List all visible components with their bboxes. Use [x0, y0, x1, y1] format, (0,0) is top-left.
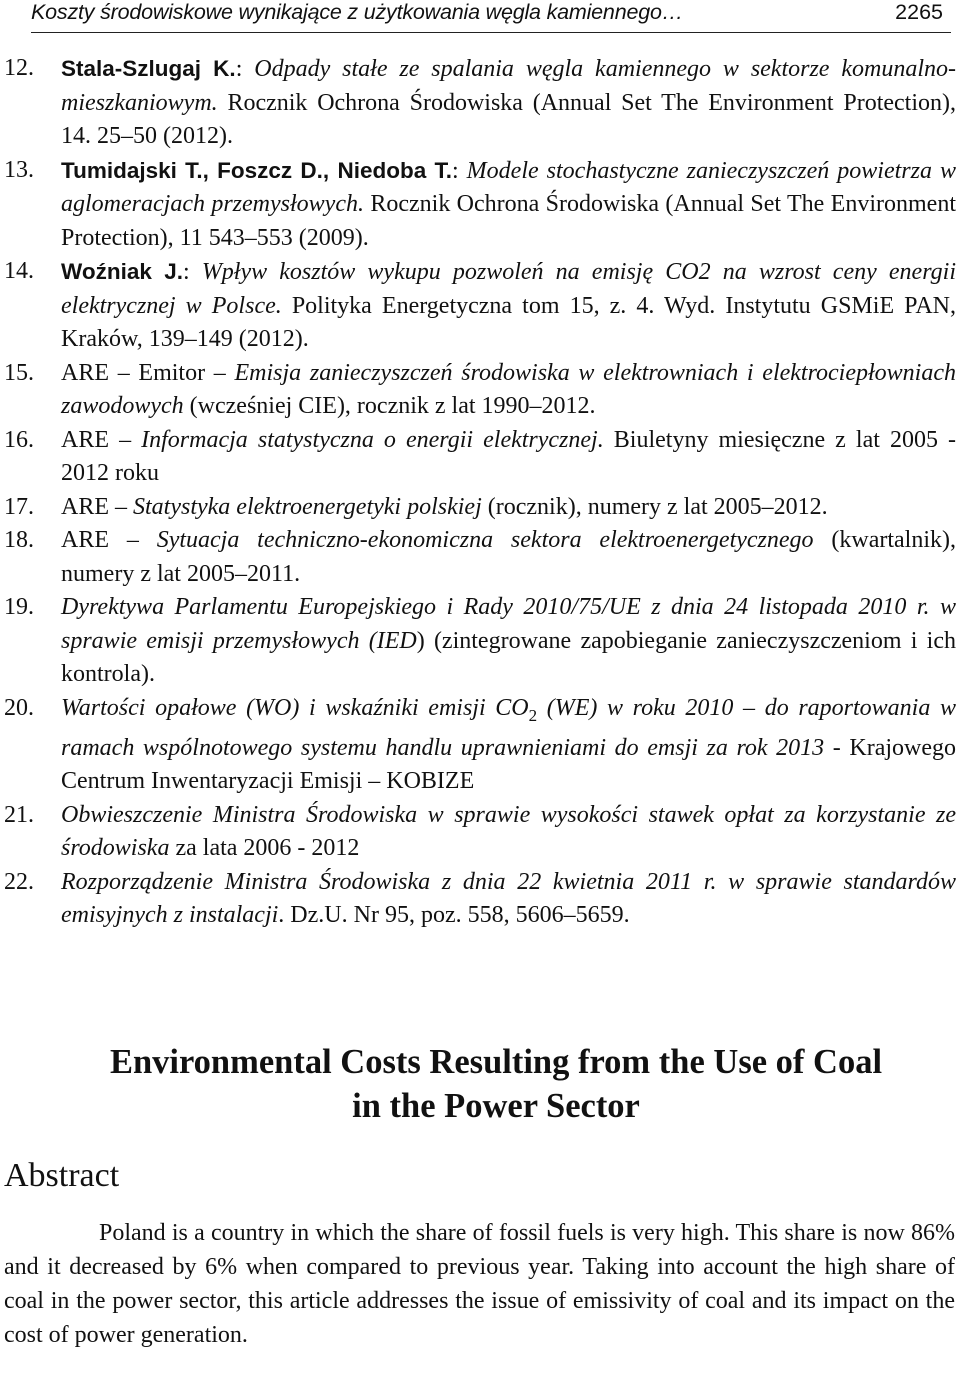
running-header [31, 0, 951, 33]
reference-item [4, 866, 956, 933]
reference-item [4, 799, 956, 866]
reference-item [4, 424, 956, 491]
reference-number: 18. [4, 527, 34, 553]
reference-text: ARE – [61, 493, 133, 520]
reference-text: (wcześniej CIE), rocznik z lat 1990–2012. [183, 393, 596, 419]
reference-text: ARE – [61, 426, 142, 453]
reference-item [4, 154, 956, 256]
reference-number: 19. [4, 594, 34, 620]
reference-number: 15. [4, 359, 34, 386]
reference-text: 2 [528, 705, 538, 725]
reference-title: Sytuacja techniczno-ekonomiczna sektora elektroenergetycznego [156, 527, 814, 553]
reference-number: 14. [4, 258, 34, 284]
reference-text: ARE – Emitor – [61, 359, 235, 386]
reference-text: Rocznik Ochrona Środowiska (Annual Set The Environment Protection), 11 543–553 (2009). [61, 191, 956, 251]
english-title-line-1: Environmental Costs Resulting from the Use of Coal [109, 1043, 883, 1081]
reference-text: (rocznik), numery z lat 2005–2012. [481, 493, 828, 520]
reference-text: (kwartalnik), numery z lat 2005–2011. [61, 527, 957, 587]
running-title: Koszty środowiskowe wynikające z użytkowania węgla kamiennego… [31, 0, 684, 24]
reference-title: Wpływ kosztów wykupu pozwoleń na emisję CO2 na wzrost ceny energii elektrycznej w Polsce. [61, 259, 956, 319]
reference-number: 12. [4, 55, 34, 81]
reference-number: 17. [4, 493, 34, 520]
page-number: 2265 [895, 0, 943, 24]
reference-title: Statystyka elektroenergetyki polskiej [133, 493, 482, 520]
reference-text: ARE – [61, 527, 157, 553]
abstract-text: Poland is a country in which the share of fossil fuels is very high. This share is now 86% and it decreased by 6% when compared to previous year. Taking into account the high share of coal in the power sector, this article addresses the issue of emissivity of coal and its impact on the cost of power generation. [4, 1220, 955, 1348]
reference-title: Obwieszczenie Ministra Środowiska w sprawie wysokości stawek opłat za korzystanie ze środowiska [61, 801, 956, 862]
reference-title: Odpady stałe ze spalania węgla kamiennego w sektorze komunalno-mieszkaniowym. [61, 56, 957, 116]
english-title [0, 1040, 960, 1128]
reference-text: : [451, 157, 467, 184]
abstract-heading: Abstract [4, 1157, 120, 1194]
reference-text: : [183, 259, 202, 285]
reference-item [4, 52, 956, 154]
english-title-line-2: in the Power Sector [352, 1087, 640, 1125]
reference-title: (WE) w roku 2010 – do raportowania w ramach wspólnotowego systemu handlu uprawnieniami do emsji za rok 2013 [61, 694, 957, 761]
reference-item [4, 692, 956, 799]
reference-item [4, 357, 956, 424]
reference-title: Dyrektywa Parlamentu Europejskiego i Rady 2010/75/UE z dnia 24 listopada 2010 r. w sprawie emisji przemysłowych (IED [61, 594, 956, 654]
reference-number: 16. [4, 426, 34, 453]
reference-text: - Krajowego Centrum Inwentaryzacji Emisji – KOBIZE [61, 734, 956, 795]
reference-item [4, 591, 956, 692]
reference-text: Polityka Energetyczna tom 15, z. 4. Wyd. Instytutu GSMiE PAN, Kraków, 139–149 (2012). [61, 292, 956, 352]
reference-text: Biuletyny miesięczne z lat 2005 - 2012 roku [61, 426, 957, 486]
reference-text: Rocznik Ochrona Środowiska (Annual Set The Environment Protection), 14. 25–50 (2012). [61, 89, 956, 149]
reference-authors: Woźniak J. [61, 259, 183, 284]
reference-title: Emisja zanieczyszczeń środowiska w elektrowniach i elektrociepłowniach zawodowych [61, 359, 957, 419]
reference-text: ) (zintegrowane zapobieganie zanieczyszczeniom i ich kontrola). [61, 627, 956, 687]
reference-title: Wartości opałowe (WO) i wskaźniki emisji CO [61, 694, 529, 721]
reference-title: Rozporządzenie Ministra Środowiska z dnia 22 kwietnia 2011 r. w sprawie standardów emisyjnych z instalacji [61, 868, 956, 929]
reference-authors: Tumidajski T., Foszcz D., Niedoba T. [61, 157, 452, 183]
reference-title: Informacja statystyczna o energii elektrycznej. [141, 426, 604, 453]
reference-number: 20. [4, 694, 34, 721]
reference-list [4, 52, 956, 933]
reference-authors: Stala-Szlugaj K. [61, 56, 236, 81]
reference-item [4, 524, 956, 591]
reference-text: za lata 2006 - 2012 [169, 835, 360, 862]
reference-text: : [235, 56, 255, 82]
reference-item [4, 491, 956, 525]
reference-text: . Dz.U. Nr 95, poz. 558, 5606–5659. [278, 902, 630, 929]
reference-number: 13. [4, 156, 34, 183]
reference-number: 21. [4, 801, 34, 828]
reference-item [4, 255, 956, 357]
reference-number: 22. [4, 868, 34, 895]
reference-title: Modele stochastyczne zanieczyszczeń powietrza w aglomeracjach przemysłowych. [61, 157, 956, 217]
